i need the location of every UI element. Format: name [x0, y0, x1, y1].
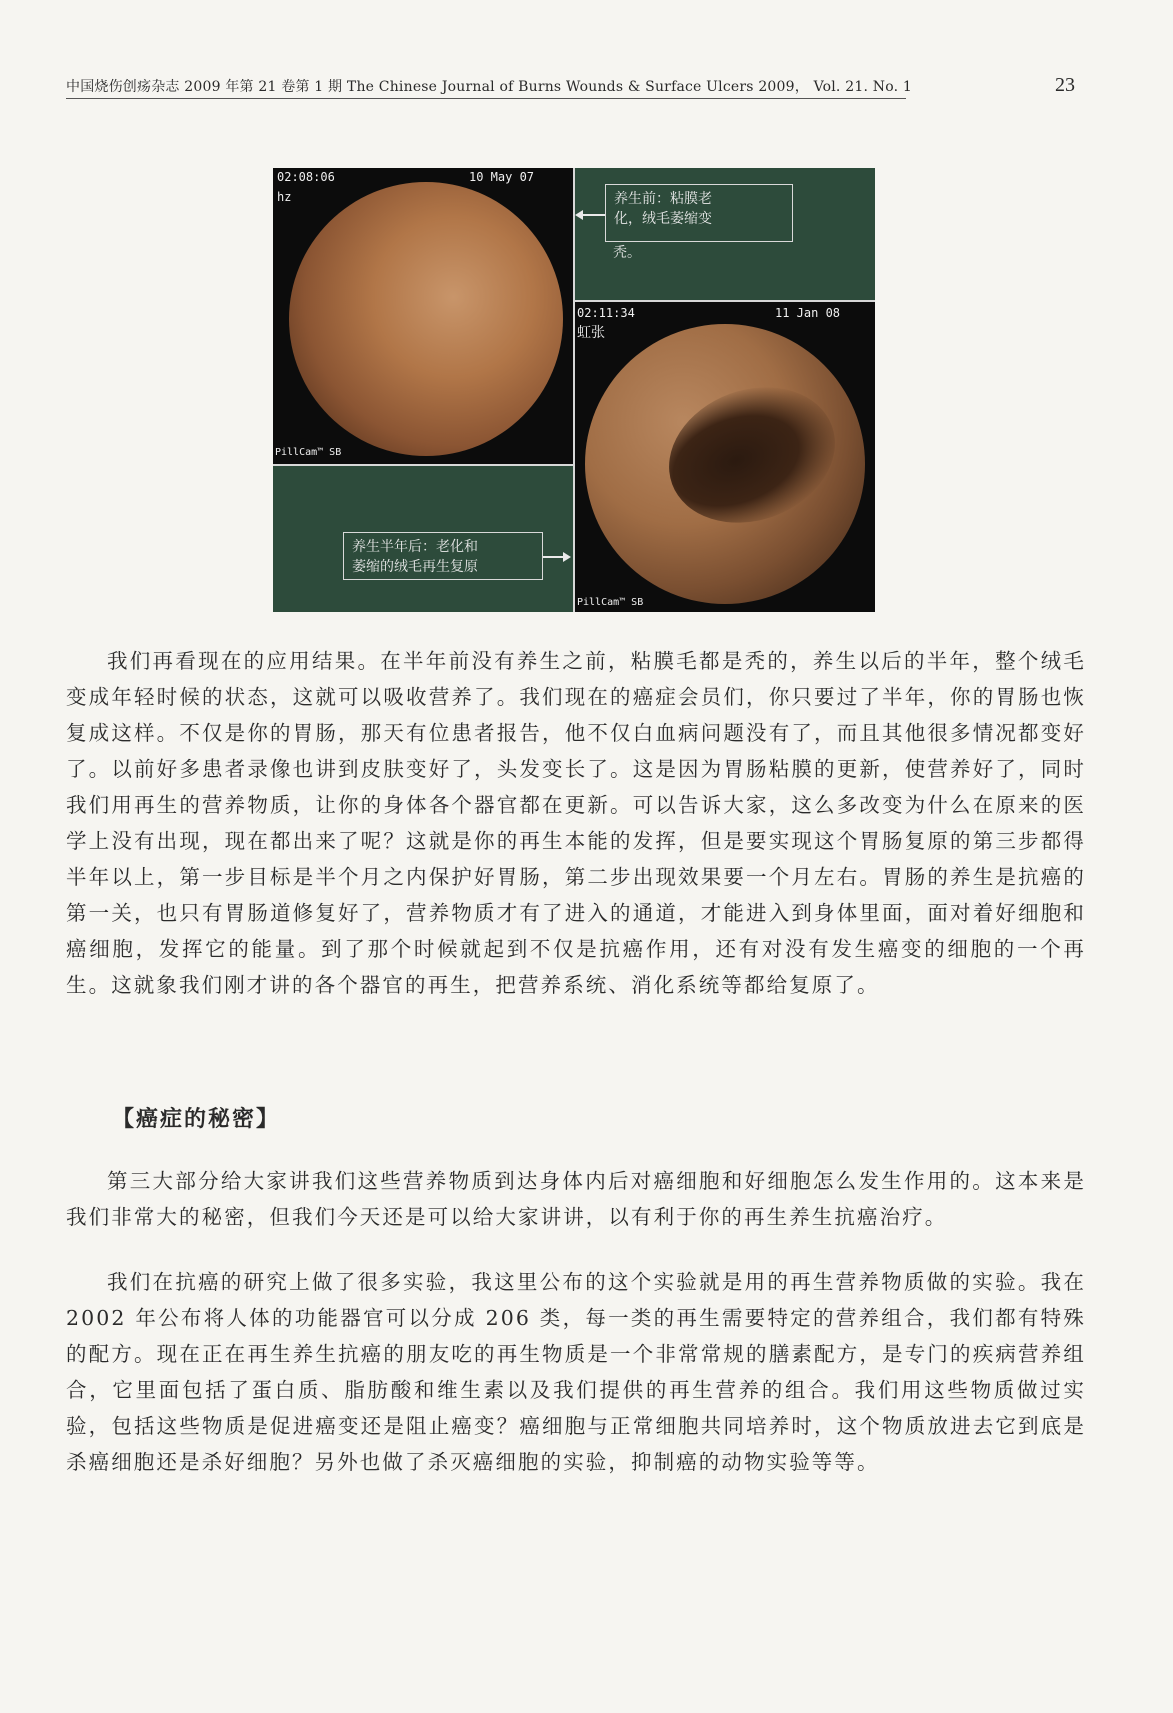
- figure-divider-right: [575, 300, 875, 302]
- running-header: 中国烧伤创疡杂志 2009 年第 21 卷第 1 期 The Chinese Journal of Burns Wounds & Surface Ulcers 2009， Vol. 21. No. 1: [66, 78, 906, 99]
- timestamp-after: 02:11:34: [577, 306, 635, 320]
- section-heading: 【癌症的秘密】: [112, 1107, 281, 1132]
- date-before: 10 May 07: [469, 170, 535, 184]
- page-number: 23: [1055, 74, 1075, 96]
- date-after: 11 Jan 08: [775, 306, 841, 320]
- arrow-left-icon: [577, 214, 605, 216]
- endoscopy-figure: [273, 168, 875, 612]
- body-paragraph-2: 第三大部分给大家讲我们这些营养物质到达身体内后对癌细胞和好细胞怎么发生作用的。这本来是我们非常大的秘密，但我们今天还是可以给大家讲讲，以有利于你的再生养生抗癌治疗。: [66, 1169, 1086, 1229]
- body-paragraph-1: 我们再看现在的应用结果。在半年前没有养生之前，粘膜毛都是秃的，养生以后的半年，整个绒毛变成年轻时候的状态，这就可以吸收营养了。我们现在的癌症会员们，你只要过了半年，你的胃肠也恢复成这样。不仅是你的胃肠，那天有位患者报告，他不仅白血病问题没有了，而且其他很多情况都变好了。以前好多患者录像也讲到皮肤变好了，头发变长了。这是因为胃肠粘膜的更新，使营养好了，同时我们用再生的营养物质，让你的身体各个器官都在更新。可以告诉大家，这么多改变为什么在原来的医学上没有出现，现在都出来了呢？这就是你的再生本能的发挥，但是要实现这个胃肠复原的第三步都得半年以上，第一步目标是半个月之内保护好胃肠，第二步出现效果要一个月左右。胃肠的养生是抗癌的第一关，也只有胃肠道修复好了，营养物质才有了进入的通道，才能进入到身体里面，面对着好细胞和癌细胞，发挥它的能量。到了那个时候就起到不仅是抗癌作用，还有对没有发生癌变的细胞的一个再生。这就象我们刚才讲的各个器官的再生，把营养系统、消化系统等都给复原了。: [66, 649, 1086, 997]
- caption-before: [605, 184, 793, 242]
- body-paragraph-3: 我们在抗癌的研究上做了很多实验，我这里公布的这个实验就是用的再生营养物质做的实验。我在 2002 年公布将人体的功能器官可以分成 206 类，每一类的再生需要特定的营养组合，我们都有特殊的配方。现在正在再生养生抗癌的朋友吃的再生物质是一个非常常规的膳素配方，是专门的疾病营养组合，它里面包括了蛋白质、脂肪酸和维生素以及我们提供的再生营养的组合。我们用这些物质做过实验，包括这些物质是促进癌变还是阻止癌变？癌细胞与正常细胞共同培养时，这个物质放进去它到底是杀癌细胞还是杀好细胞？另外也做了杀灭癌细胞的实验，抑制癌的动物实验等等。: [66, 1270, 1086, 1474]
- caption-before-line-2: 化，绒毛萎缩变: [614, 211, 712, 227]
- caption-before-line-1: 养生前：粘膜老: [614, 191, 712, 207]
- arrow-right-icon: [543, 556, 567, 558]
- timestamp-before: 02:08:06: [277, 170, 335, 184]
- caption-after-line-2: 萎缩的绒毛再生复原: [352, 559, 478, 575]
- intestinal-mucosa-before: [289, 182, 563, 456]
- caption-before-line-3: 秃。: [613, 245, 641, 261]
- caption-after: [343, 532, 543, 580]
- figure-divider-vertical: [573, 168, 575, 612]
- patient-id-after: 虹张: [577, 325, 605, 341]
- device-label-after: PillCam™ SB: [577, 597, 644, 608]
- caption-after-line-1: 养生半年后：老化和: [352, 539, 478, 555]
- patient-id-before: hz: [277, 190, 292, 204]
- capsule-image-before: [273, 168, 573, 464]
- figure-divider-left: [273, 464, 573, 466]
- capsule-image-after: [575, 302, 875, 612]
- device-label-before: PillCam™ SB: [275, 447, 342, 458]
